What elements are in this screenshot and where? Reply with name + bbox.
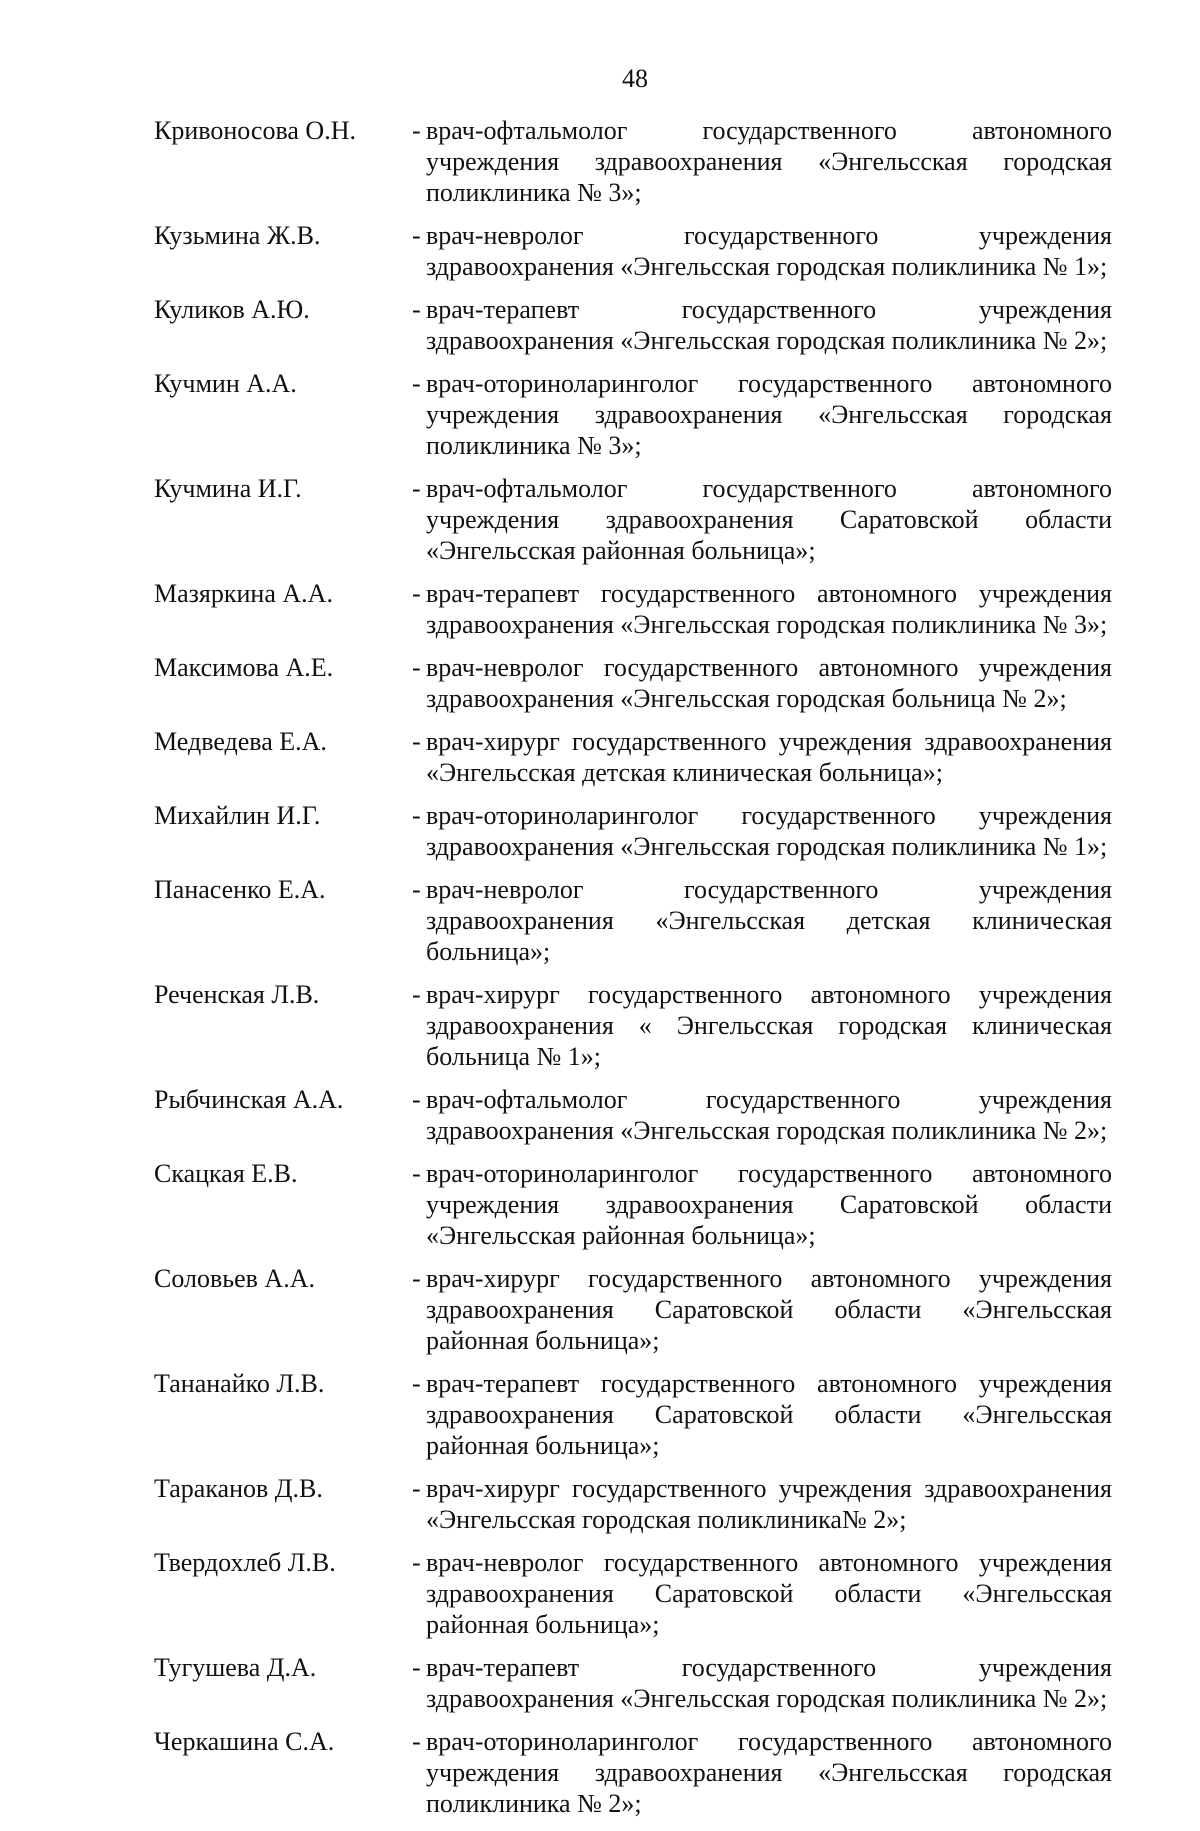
person-name: Кузьмина Ж.В. — [154, 221, 321, 250]
position-description: врач-терапевт государственного автономного учреждения здравоохранения «Энгельсская городская поликлиника № 3»; — [426, 579, 1112, 639]
position-description: врач-невролог государственного автономного учреждения здравоохранения «Энгельсская городская больница № 2»; — [426, 653, 1112, 713]
list-item — [154, 1158, 1112, 1251]
dash-separator: - — [412, 875, 421, 904]
page-number: 48 — [622, 64, 648, 93]
list-item — [154, 220, 1112, 282]
dash-separator: - — [412, 1085, 421, 1114]
position-description: врач-оториноларинголог государственного автономного учреждения здравоохранения «Энгельсская городская поликлиника № 3»; — [426, 369, 1112, 460]
list-item — [154, 1726, 1112, 1819]
position-description: врач-невролог государственного автономного учреждения здравоохранения Саратовской области «Энгельсская районная больница»; — [426, 1548, 1112, 1639]
position-description: врач-хирург государственного учреждения здравоохранения «Энгельсская детская клиническая больница»; — [426, 727, 1112, 787]
list-item — [154, 1263, 1112, 1356]
list-item — [154, 979, 1112, 1072]
list-item — [154, 578, 1112, 640]
position-description: врач-офтальмолог государственного учреждения здравоохранения «Энгельсская городская поликлиника № 2»; — [426, 1085, 1112, 1145]
person-name: Тананайко Л.В. — [154, 1369, 325, 1398]
position-description: врач-хирург государственного автономного учреждения здравоохранения Саратовской области «Энгельсская районная больница»; — [426, 1264, 1112, 1355]
person-name: Михайлин И.Г. — [154, 801, 321, 830]
list-item — [154, 1084, 1112, 1146]
dash-separator: - — [412, 1548, 421, 1577]
person-name: Тараканов Д.В. — [154, 1474, 323, 1503]
person-name: Максимова А.Е. — [154, 653, 334, 682]
person-name: Тугушева Д.А. — [154, 1653, 317, 1682]
position-description: врач-офтальмолог государственного автономного учреждения здравоохранения «Энгельсская городская поликлиника № 3»; — [426, 116, 1112, 207]
dash-separator: - — [412, 980, 421, 1009]
person-name: Твердохлеб Л.В. — [154, 1548, 336, 1577]
dash-separator: - — [412, 653, 421, 682]
specialist-list — [154, 115, 1112, 1831]
position-description: врач-хирург государственного автономного учреждения здравоохранения « Энгельсская городская клиническая больница № 1»; — [426, 980, 1112, 1071]
dash-separator: - — [412, 579, 421, 608]
dash-separator: - — [412, 1653, 421, 1682]
dash-separator: - — [412, 369, 421, 398]
person-name: Медведева Е.А. — [154, 727, 327, 756]
list-item — [154, 115, 1112, 208]
position-description: врач-офтальмолог государственного автономного учреждения здравоохранения Саратовской области «Энгельсская районная больница»; — [426, 474, 1112, 565]
list-item — [154, 1547, 1112, 1640]
list-item — [154, 874, 1112, 967]
list-item — [154, 1473, 1112, 1535]
person-name: Реченская Л.В. — [154, 980, 320, 1009]
dash-separator: - — [412, 1727, 421, 1756]
dash-separator: - — [412, 1264, 421, 1293]
list-item — [154, 726, 1112, 788]
person-name: Кучмина И.Г. — [154, 474, 302, 503]
dash-separator: - — [412, 474, 421, 503]
list-item — [154, 1368, 1112, 1461]
position-description: врач-терапевт государственного учреждения здравоохранения «Энгельсская городская поликлиника № 2»; — [426, 295, 1112, 355]
dash-separator: - — [412, 801, 421, 830]
person-name: Соловьев А.А. — [154, 1264, 315, 1293]
position-description: врач-невролог государственного учреждения здравоохранения «Энгельсская городская поликлиника № 1»; — [426, 221, 1112, 281]
list-item — [154, 368, 1112, 461]
dash-separator: - — [412, 1369, 421, 1398]
dash-separator: - — [412, 116, 421, 145]
person-name: Рыбчинская А.А. — [154, 1085, 344, 1114]
person-name: Мазяркина А.А. — [154, 579, 333, 608]
person-name: Черкашина С.А. — [154, 1727, 335, 1756]
person-name: Куликов А.Ю. — [154, 295, 310, 324]
dash-separator: - — [412, 727, 421, 756]
position-description: врач-оториноларинголог государственного учреждения здравоохранения «Энгельсская городская поликлиника № 1»; — [426, 801, 1112, 861]
position-description: врач-невролог государственного учреждения здравоохранения «Энгельсская детская клиническая больница»; — [426, 875, 1112, 966]
position-description: врач-оториноларинголог государственного автономного учреждения здравоохранения Саратовской области «Энгельсская районная больница»; — [426, 1159, 1112, 1250]
dash-separator: - — [412, 295, 421, 324]
dash-separator: - — [412, 1474, 421, 1503]
position-description: врач-хирург государственного учреждения здравоохранения «Энгельсская городская поликлиника№ 2»; — [426, 1474, 1112, 1534]
dash-separator: - — [412, 221, 421, 250]
person-name: Кучмин А.А. — [154, 369, 297, 398]
list-item — [154, 652, 1112, 714]
list-item — [154, 1652, 1112, 1714]
position-description: врач-терапевт государственного автономного учреждения здравоохранения Саратовской области «Энгельсская районная больница»; — [426, 1369, 1112, 1460]
list-item — [154, 294, 1112, 356]
list-item — [154, 473, 1112, 566]
position-description: врач-оториноларинголог государственного автономного учреждения здравоохранения «Энгельсская городская поликлиника № 2»; — [426, 1727, 1112, 1818]
position-description: врач-терапевт государственного учреждения здравоохранения «Энгельсская городская поликлиника № 2»; — [426, 1653, 1112, 1713]
person-name: Кривоносова О.Н. — [154, 116, 356, 145]
person-name: Панасенко Е.А. — [154, 875, 326, 904]
list-item — [154, 800, 1112, 862]
dash-separator: - — [412, 1159, 421, 1188]
person-name: Скацкая Е.В. — [154, 1159, 298, 1188]
